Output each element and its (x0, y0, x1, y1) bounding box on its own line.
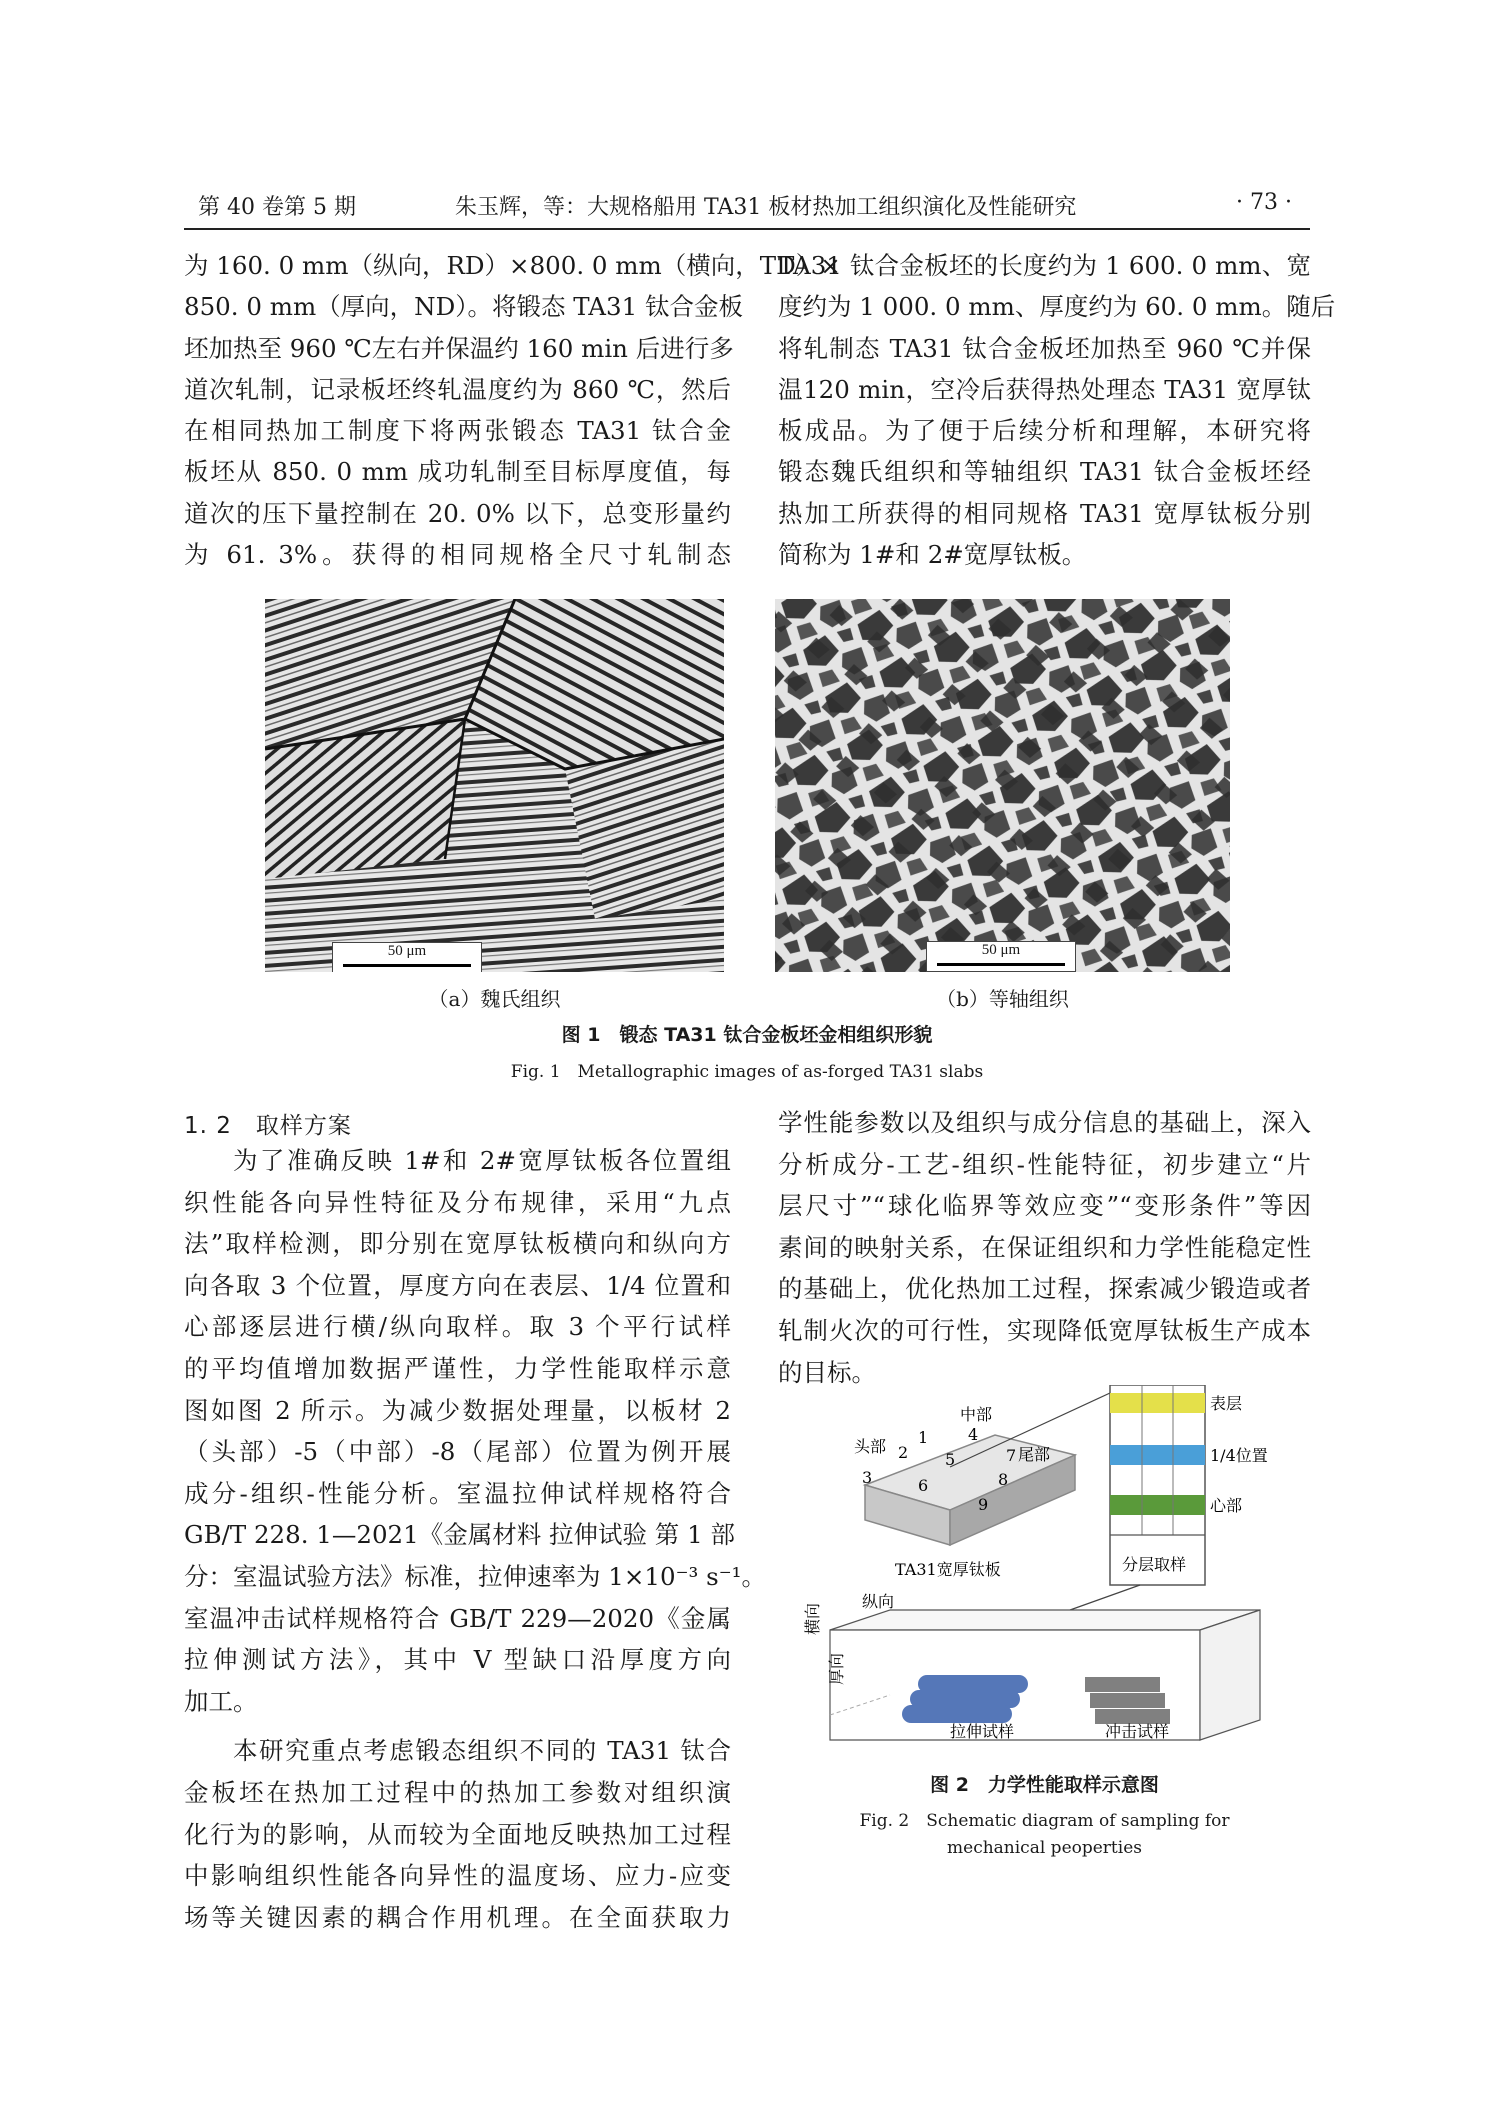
scale-label-b: 50 μm (981, 942, 1021, 958)
text-line: 心部逐层进行横/纵向取样。取 3 个平行试样 (184, 1312, 731, 1342)
text-line: GB/T 228. 1—2021《金属材料 拉伸试验 第 1 部 (184, 1520, 735, 1550)
scale-bar-a (332, 942, 482, 972)
block-top (830, 1610, 1260, 1630)
micrograph-equiaxed (775, 599, 1230, 972)
text-line: 的目标。 (778, 1357, 876, 1387)
widmanstatten-texture (265, 599, 724, 972)
point-9: 9 (978, 1495, 989, 1514)
tensile-label: 拉伸试样 (950, 1722, 1015, 1741)
point-3: 3 (862, 1468, 873, 1487)
text-line: 板成品。为了便于后续分析和理解，本研究将 (778, 416, 1311, 446)
label-tail: 尾部 (1018, 1445, 1051, 1464)
header-rule (184, 228, 1310, 230)
text-line: 法”取样检测，即分别在宽厚钛板横向和纵向方 (184, 1229, 731, 1259)
text-line: TA31 钛合金板坯的长度约为 1 600. 0 mm、宽 (778, 251, 1311, 280)
point-1: 1 (918, 1428, 929, 1447)
text-line: 锻态魏氏组织和等轴组织 TA31 钛合金板坯经 (778, 457, 1311, 487)
dir-longitudinal: 纵向 (862, 1592, 895, 1611)
journal-volume: 第 40 卷第 5 期 (198, 195, 356, 220)
text-line: 拉伸测试方法》，其中 V 型缺口沿厚度方向 (184, 1645, 731, 1675)
text-line: 在相同热加工制度下将两张锻态 TA31 钛合金 (184, 416, 731, 446)
impact-label: 冲击试样 (1105, 1722, 1170, 1741)
point-5: 5 (945, 1450, 956, 1469)
bottom-right-column (778, 1102, 1311, 1393)
figure2-caption-en-1: Fig. 2 Schematic diagram of sampling for (859, 1811, 1230, 1831)
scale-bar-b (926, 941, 1076, 972)
layer-surface (1110, 1393, 1205, 1413)
text-line: 的基础上，优化热加工过程，探索减少锻造或者 (778, 1274, 1311, 1304)
point-4: 4 (968, 1425, 979, 1444)
figure1-caption-en: Fig. 1 Metallographic images of as-forged TA31 slabs (510, 1062, 984, 1082)
layer-quarter-label: 1/4位置 (1210, 1446, 1268, 1465)
text-line: 中影响组织性能各向异性的温度场、应力-应变 (184, 1861, 731, 1891)
text-line: 学性能参数以及组织与成分信息的基础上，深入 (778, 1108, 1311, 1137)
plate-label: TA31宽厚钛板 (895, 1560, 1001, 1579)
text-line: 加工。 (184, 1686, 258, 1716)
text-line: 的平均值增加数据严谨性，力学性能取样示意 (184, 1353, 731, 1383)
text-line: 分析成分-工艺-组织-性能特征，初步建立“片 (778, 1149, 1311, 1179)
text-line: 道次轧制，记录板坯终轧温度约为 860 ℃，然后 (184, 374, 731, 404)
figure2-schematic (800, 1385, 1310, 1750)
layer-quarter (1110, 1445, 1205, 1465)
text-line: 热加工所获得的相同规格 TA31 宽厚钛板分别 (778, 498, 1311, 528)
text-line: 图如图 2 所示。为减少数据处理量，以板材 2 (184, 1395, 731, 1425)
dir-transverse: 横向 (803, 1602, 822, 1635)
layer-core (1110, 1495, 1205, 1515)
top-right-column (778, 245, 1336, 575)
layer-core-label: 心部 (1210, 1496, 1243, 1515)
text-line: 向各取 3 个位置，厚度方向在表层、1/4 位置和 (184, 1270, 731, 1300)
text-line: 分：室温试验方法》标准，拉伸速率为 1×10⁻³ s⁻¹。 (184, 1561, 766, 1591)
text-line: 层尺寸”“球化临界等效应变”“变形条件”等因 (778, 1191, 1311, 1221)
text-line: 温120 min，空冷后获得热处理态 TA31 宽厚钛 (778, 374, 1311, 404)
label-mid: 中部 (960, 1405, 993, 1424)
running-title: 朱玉辉，等：大规格船用 TA31 板材热加工组织演化及性能研究 (455, 195, 1077, 220)
equiaxed-texture (775, 599, 1230, 972)
point-6: 6 (918, 1476, 929, 1495)
label-head: 头部 (854, 1437, 887, 1456)
micrograph-widmanstatten (265, 599, 724, 972)
figure2-caption-en-2: mechanical peoperties (947, 1838, 1142, 1858)
text-line: 室温冲击试样规格符合 GB/T 229—2020《金属 (184, 1603, 731, 1633)
text-line: 为了准确反映 1#和 2#宽厚钛板各位置组 (233, 1146, 731, 1175)
section-heading: 1. 2 取样方案 (184, 1113, 352, 1139)
scale-label-a: 50 μm (387, 943, 427, 959)
text-line: 板坯从 850. 0 mm 成功轧制至目标厚度值，每 (184, 457, 731, 487)
figure1-caption-cn: 图 1 锻态 TA31 钛合金板坯金相组织形貌 (561, 1024, 933, 1046)
text-line: 为 61. 3%。获得的相同规格全尺寸轧制态 (184, 540, 731, 570)
point-2: 2 (898, 1443, 909, 1462)
layer-box-label: 分层取样 (1122, 1555, 1187, 1574)
top-left-column (184, 245, 841, 575)
subcaption-b: （b）等轴组织 (936, 987, 1069, 1011)
text-line: 简称为 1#和 2#宽厚钛板。 (778, 540, 1087, 570)
impact-specimens (1085, 1677, 1170, 1724)
text-line: 素间的映射关系，在保证组织和力学性能稳定性 (778, 1232, 1311, 1262)
text-line: 织性能各向异性特征及分布规律，采用“九点 (184, 1187, 731, 1217)
bottom-left-column (184, 1140, 766, 1938)
point-7: 7 (1006, 1446, 1017, 1465)
subcaption-a: （a）魏氏组织 (428, 987, 561, 1011)
tensile-specimens (902, 1675, 1028, 1723)
text-line: 成分-组织-性能分析。室温拉伸试样规格符合 (184, 1478, 731, 1508)
text-line: 道次的压下量控制在 20. 0% 以下，总变形量约 (184, 498, 731, 528)
layer-surface-label: 表层 (1210, 1394, 1243, 1413)
text-line: 轧制火次的可行性，实现降低宽厚钛板生产成本 (778, 1315, 1311, 1345)
point-8: 8 (998, 1470, 1009, 1489)
text-line: 化行为的影响，从而较为全面地反映热加工过程 (184, 1819, 731, 1849)
text-line: 为 160. 0 mm（纵向，RD）×800. 0 mm（横向，TD）× (184, 251, 841, 280)
text-line: 度约为 1 000. 0 mm、厚度约为 60. 0 mm。随后 (778, 292, 1336, 322)
text-line: 本研究重点考虑锻态组织不同的 TA31 钛合 (233, 1736, 731, 1766)
text-line: 场等关键因素的耦合作用机理。在全面获取力 (184, 1902, 731, 1932)
arrow-down (1070, 1585, 1140, 1610)
text-line: 850. 0 mm（厚向，ND）。将锻态 TA31 钛合金板 (184, 292, 743, 322)
figure2-caption-cn: 图 2 力学性能取样示意图 (930, 1774, 1159, 1796)
text-line: 金板坯在热加工过程中的热加工参数对组织演 (184, 1777, 731, 1807)
block-side (1200, 1610, 1260, 1740)
text-line: （头部）-5（中部）-8（尾部）位置为例开展 (184, 1437, 731, 1467)
dir-thickness: 厚向 (827, 1652, 846, 1685)
sampling-diagram (800, 1385, 1310, 1750)
text-line: 坯加热至 960 ℃左右并保温约 160 min 后进行多 (184, 333, 734, 363)
page-number: · 73 · (1236, 190, 1292, 215)
text-line: 将轧制态 TA31 钛合金板坯加热至 960 ℃并保 (778, 333, 1311, 363)
